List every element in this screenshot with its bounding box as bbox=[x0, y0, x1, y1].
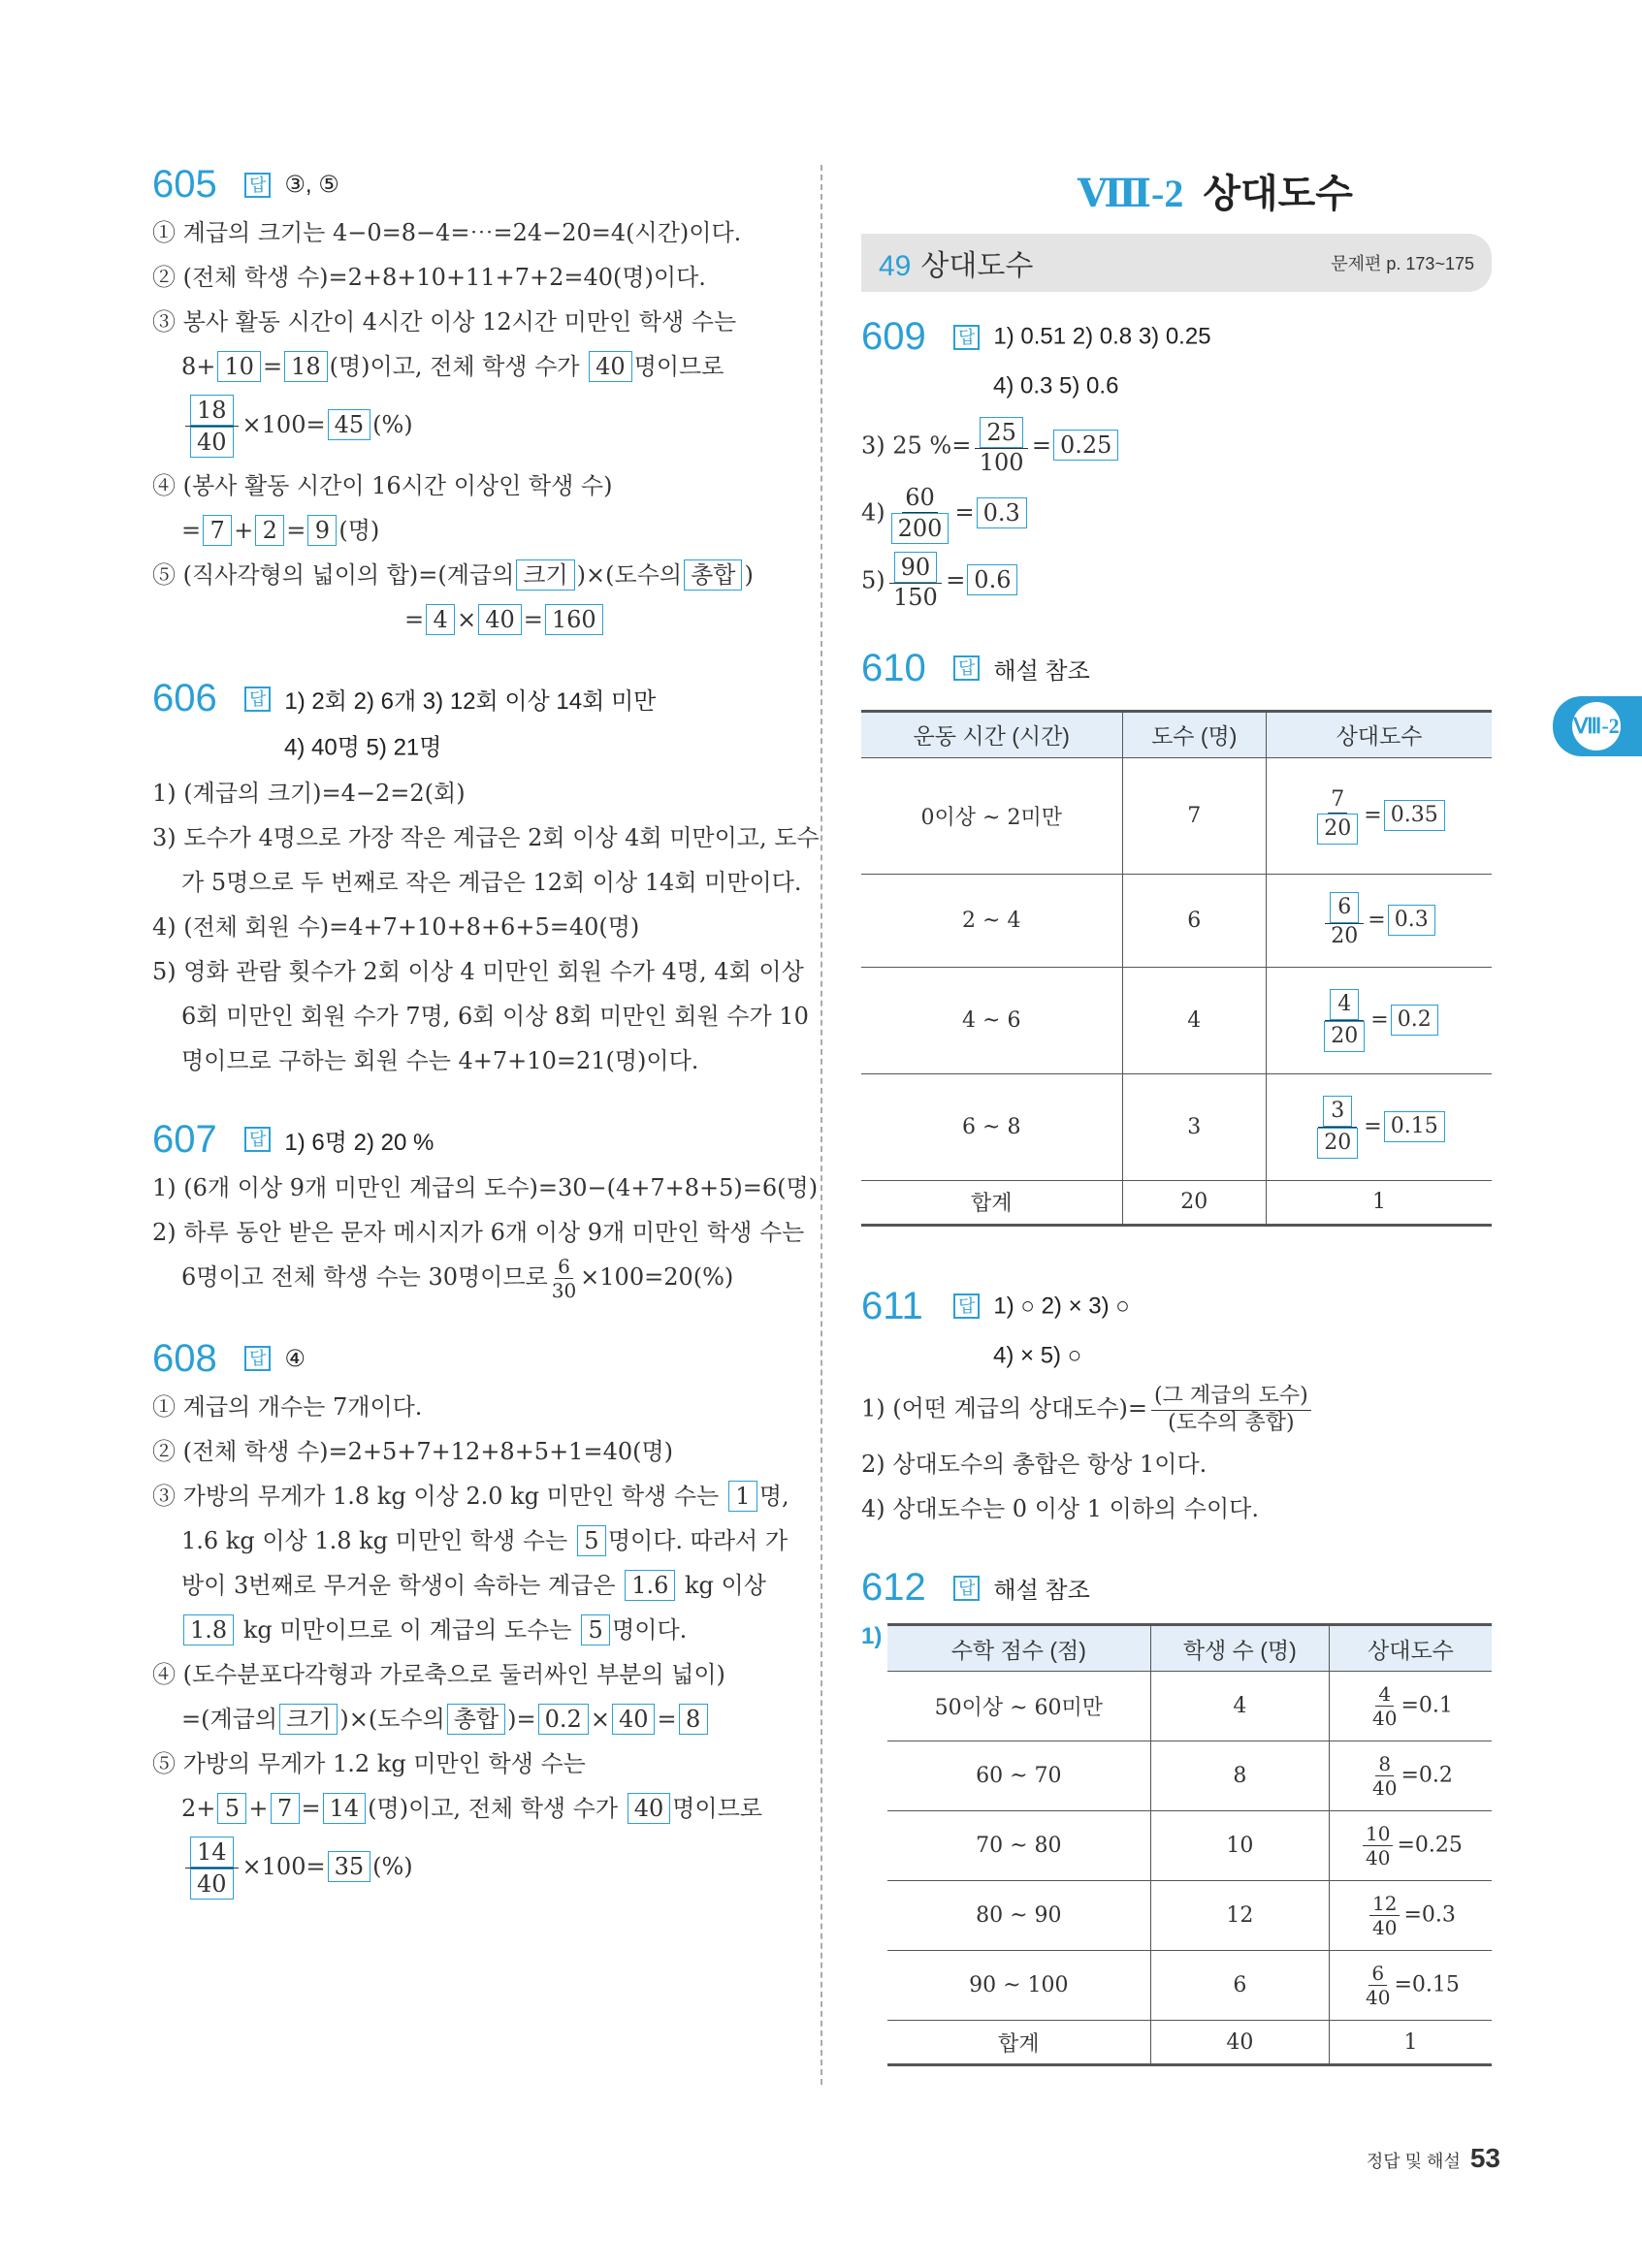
solution-line: 4) $\frac{60}{200}$ = 0.3 bbox=[861, 484, 1492, 544]
problem-605 bbox=[152, 163, 792, 642]
solution-line: $\frac{14}{40}$ ×100= 35 (%) bbox=[152, 1837, 792, 1900]
problem-number: 607 bbox=[152, 1117, 217, 1161]
solution-line: 1) (계급의 크기)=4−2=2(회) bbox=[152, 779, 466, 807]
fraction: $\frac{90}{150}$ bbox=[889, 552, 943, 612]
fraction: $\frac{60}{200}$ bbox=[889, 484, 951, 544]
answer-text: 해설 참조 bbox=[993, 657, 1090, 685]
answer-badge: 답 bbox=[244, 1346, 271, 1371]
problem-612 bbox=[861, 1566, 1492, 2066]
table-header: 수학 점수 (점) bbox=[887, 1625, 1150, 1672]
solution-line: ② (전체 학생 수)=2+8+10+11+7+2=40(명)이다. bbox=[152, 264, 706, 291]
right-column bbox=[861, 163, 1492, 2066]
solution-line: 1.6 kg 이상 1.8 kg 미만인 학생 수는 5 명이다. 따라서 가 bbox=[181, 1526, 789, 1554]
solution-line: ① 계급의 개수는 7개이다. bbox=[152, 1392, 423, 1421]
solution-line: 1) (어떤 계급의 상대도수)= $\frac{\text{(그 계급의 도수)}}{\text{(도수의 총합)}}$ bbox=[861, 1384, 1492, 1436]
fraction: $\frac{14}{40}$ bbox=[185, 1837, 239, 1900]
answer-text: 1) 0.51 2) 0.8 3) 0.25 bbox=[993, 323, 1211, 350]
solution-line: 4) 상대도수는 0 이상 1 이하의 수이다. bbox=[861, 1495, 1259, 1523]
page-number: 53 bbox=[1469, 2143, 1500, 2173]
table-header: 도수 (명) bbox=[1122, 711, 1266, 757]
solution-line: ③ 봉사 활동 시간이 4시간 이상 12시간 미만인 학생 수는 bbox=[152, 308, 737, 335]
table-header: 상대도수 bbox=[1329, 1625, 1492, 1672]
solution-line: 3) 25 %= $\frac{25}{100}$ = 0.25 bbox=[861, 417, 1492, 477]
problem-number: 611 bbox=[861, 1284, 923, 1327]
solution-line: 6명이고 전체 학생 수는 30명이므로 $\frac{6}{30}$ ×100=20(%) bbox=[181, 1254, 734, 1302]
relative-frequency-table bbox=[887, 1623, 1492, 2066]
solution-line: ⑤ (직사각형의 넓이의 합)=(계급의 크기 )×(도수의 총합 ) bbox=[152, 561, 754, 589]
problem-number: 608 bbox=[152, 1336, 217, 1380]
solution-line: 가 5명으로 두 번째로 작은 계급은 12회 이상 14회 미만이다. bbox=[181, 868, 802, 896]
problem-610 bbox=[861, 647, 1492, 1227]
page-footer: 정답 및 해설 53 bbox=[1366, 2143, 1500, 2173]
problem-608 bbox=[152, 1337, 792, 1900]
table-row: 80 ~ 90 12 $\frac{12}{40}$ =0.3 bbox=[887, 1881, 1492, 1951]
table-row: 0이상 ~ 2미만 7 $\frac{7}{20}$ = 0.35 bbox=[861, 757, 1492, 874]
answer-text: 1) 6명 2) 20 % bbox=[284, 1129, 435, 1156]
problem-number: 605 bbox=[152, 163, 217, 206]
answer-text: 4) 0.3 5) 0.6 bbox=[993, 372, 1119, 399]
answer-text: 4) 40명 5) 21명 bbox=[284, 734, 442, 761]
answer-text: 해설 참조 bbox=[993, 1578, 1090, 1605]
problem-number: 609 bbox=[861, 315, 926, 358]
table-row: 60 ~ 70 8 $\frac{8}{40}$ =0.2 bbox=[887, 1741, 1492, 1811]
problem-606 bbox=[152, 677, 820, 1083]
answer-badge: 답 bbox=[244, 173, 271, 198]
solution-line: 2) 상대도수의 총합은 항상 1이다. bbox=[861, 1451, 1207, 1479]
solution-line: = 7 + 2 = 9 (명) bbox=[181, 517, 380, 544]
answer-badge: 답 bbox=[244, 687, 271, 712]
fraction: $\frac{18}{40}$ bbox=[185, 395, 239, 458]
solution-line: ④ (봉사 활동 시간이 16시간 이상인 학생 수) bbox=[152, 472, 613, 499]
answer-text: ④ bbox=[284, 1345, 306, 1372]
answer-text: 4) × 5) ○ bbox=[993, 1342, 1082, 1369]
solution-line: 8+ 10 = 18 (명)이고, 전체 학생 수가 40 명이므로 bbox=[181, 353, 724, 380]
left-column bbox=[152, 163, 820, 1905]
solution-line: =(계급의 크기 )×(도수의 총합 )= 0.2 × 40 = 8 bbox=[152, 1697, 792, 1741]
section-bar: 49 상대도수 문제편 p. 173~175 bbox=[861, 234, 1492, 292]
table-row: 50이상 ~ 60미만 4 $\frac{4}{40}$ =0.1 bbox=[887, 1672, 1492, 1741]
table-row: 90 ~ 100 6 $\frac{6}{40}$ =0.15 bbox=[887, 1951, 1492, 2021]
solution-line: 3) 도수가 4명으로 가장 작은 계급은 2회 이상 4회 미만이고, 도수 bbox=[152, 823, 820, 851]
answer-box: 18 bbox=[284, 351, 328, 382]
answer-box: 10 bbox=[217, 351, 261, 382]
answer-badge: 답 bbox=[953, 325, 980, 350]
solution-line: 5) $\frac{90}{150}$ = 0.6 bbox=[861, 552, 1492, 612]
solution-line: 1) (6개 이상 9개 미만인 계급의 도수)=30−(4+7+8+5)=6(명) bbox=[152, 1173, 819, 1201]
table-header: 상대도수 bbox=[1267, 711, 1493, 757]
solution-line: 2+ 5 + 7 = 14 (명)이고, 전체 학생 수가 40 명이므로 bbox=[181, 1794, 762, 1822]
solution-line: ② (전체 학생 수)=2+5+7+12+8+5+1=40(명) bbox=[152, 1437, 674, 1465]
problem-number: 610 bbox=[861, 646, 926, 689]
problem-number: 612 bbox=[861, 1566, 926, 1610]
problem-number: 606 bbox=[152, 677, 217, 719]
problem-607 bbox=[152, 1117, 819, 1302]
table-row-total: 합계 20 1 bbox=[861, 1180, 1492, 1225]
chapter-side-tab: Ⅷ-2 bbox=[1553, 696, 1642, 756]
column-divider bbox=[821, 165, 822, 2085]
solution-line: 6회 미만인 회원 수가 7명, 6회 이상 8회 미만인 회원 수가 10 bbox=[181, 1002, 809, 1030]
table-header: 운동 시간 (시간) bbox=[861, 711, 1122, 757]
solution-line: ④ (도수분포다각형과 가로축으로 둘러싸인 부분의 넓이) bbox=[152, 1660, 725, 1688]
solution-line: ① 계급의 크기는 4−0=8−4=⋯=24−20=4(시간)이다. bbox=[152, 219, 742, 246]
fraction: $\frac{25}{100}$ bbox=[975, 417, 1028, 477]
solution-line: $\frac{18}{40}$ ×100= 45 (%) bbox=[152, 395, 792, 458]
answer-text: 1) 2회 2) 6개 3) 12회 이상 14회 미만 bbox=[284, 688, 657, 715]
answer-box: 45 bbox=[328, 409, 371, 440]
solution-line: 1.8 kg 미만이므로 이 계급의 도수는 5 명이다. bbox=[152, 1608, 792, 1652]
answer-badge: 답 bbox=[953, 1576, 980, 1601]
solution-line: 5) 영화 관람 횟수가 2회 이상 4 미만인 회원 수가 4명, 4회 이상 bbox=[152, 957, 804, 985]
table-row: 70 ~ 80 10 $\frac{10}{40}$ =0.25 bbox=[887, 1811, 1492, 1881]
table-row: 2 ~ 4 6 $\frac{6}{20}$ = 0.3 bbox=[861, 874, 1492, 967]
problem-611 bbox=[861, 1285, 1492, 1531]
answer-badge: 답 bbox=[244, 1127, 271, 1152]
table-row-total: 합계 40 1 bbox=[887, 2021, 1492, 2065]
answer-text: ③, ⑤ bbox=[284, 172, 339, 198]
solution-line: = 4 × 40 = 160 bbox=[152, 597, 792, 642]
page-reference: 문제편 p. 173~175 bbox=[1331, 254, 1474, 273]
table-row: 6 ~ 8 3 $\frac{3}{20}$ = 0.15 bbox=[861, 1073, 1492, 1180]
answer-badge: 답 bbox=[953, 1294, 980, 1319]
solution-line: 방이 3번째로 무거운 학생이 속하는 계급은 1.6 kg 이상 bbox=[181, 1571, 766, 1599]
fraction: $\frac{6}{30}$ bbox=[551, 1254, 577, 1302]
table-header: 학생 수 (명) bbox=[1150, 1625, 1329, 1672]
sub-label: 1) bbox=[861, 1623, 883, 1650]
solution-line: 명이므로 구하는 회원 수는 4+7+10=21(명)이다. bbox=[181, 1046, 699, 1074]
relative-frequency-table bbox=[861, 710, 1492, 1227]
answer-box: 40 bbox=[589, 351, 632, 382]
chapter-title: Ⅷ-2 상대도수 bbox=[1078, 172, 1353, 215]
solution-line: ③ 가방의 무게가 1.8 kg 이상 2.0 kg 미만인 학생 수는 1 명, bbox=[152, 1482, 789, 1510]
table-row: 4 ~ 6 4 $\frac{4}{20}$ = 0.2 bbox=[861, 967, 1492, 1073]
answer-badge: 답 bbox=[953, 655, 980, 681]
solution-line: ⑤ 가방의 무게가 1.2 kg 미만인 학생 수는 bbox=[152, 1749, 586, 1777]
problem-609 bbox=[861, 315, 1492, 612]
solution-line: 4) (전체 회원 수)=4+7+10+8+6+5=40(명) bbox=[152, 912, 640, 941]
answer-text: 1) ○ 2) × 3) ○ bbox=[993, 1293, 1130, 1320]
solution-line: 2) 하루 동안 받은 문자 메시지가 6개 이상 9개 미만인 학생 수는 bbox=[152, 1218, 805, 1246]
